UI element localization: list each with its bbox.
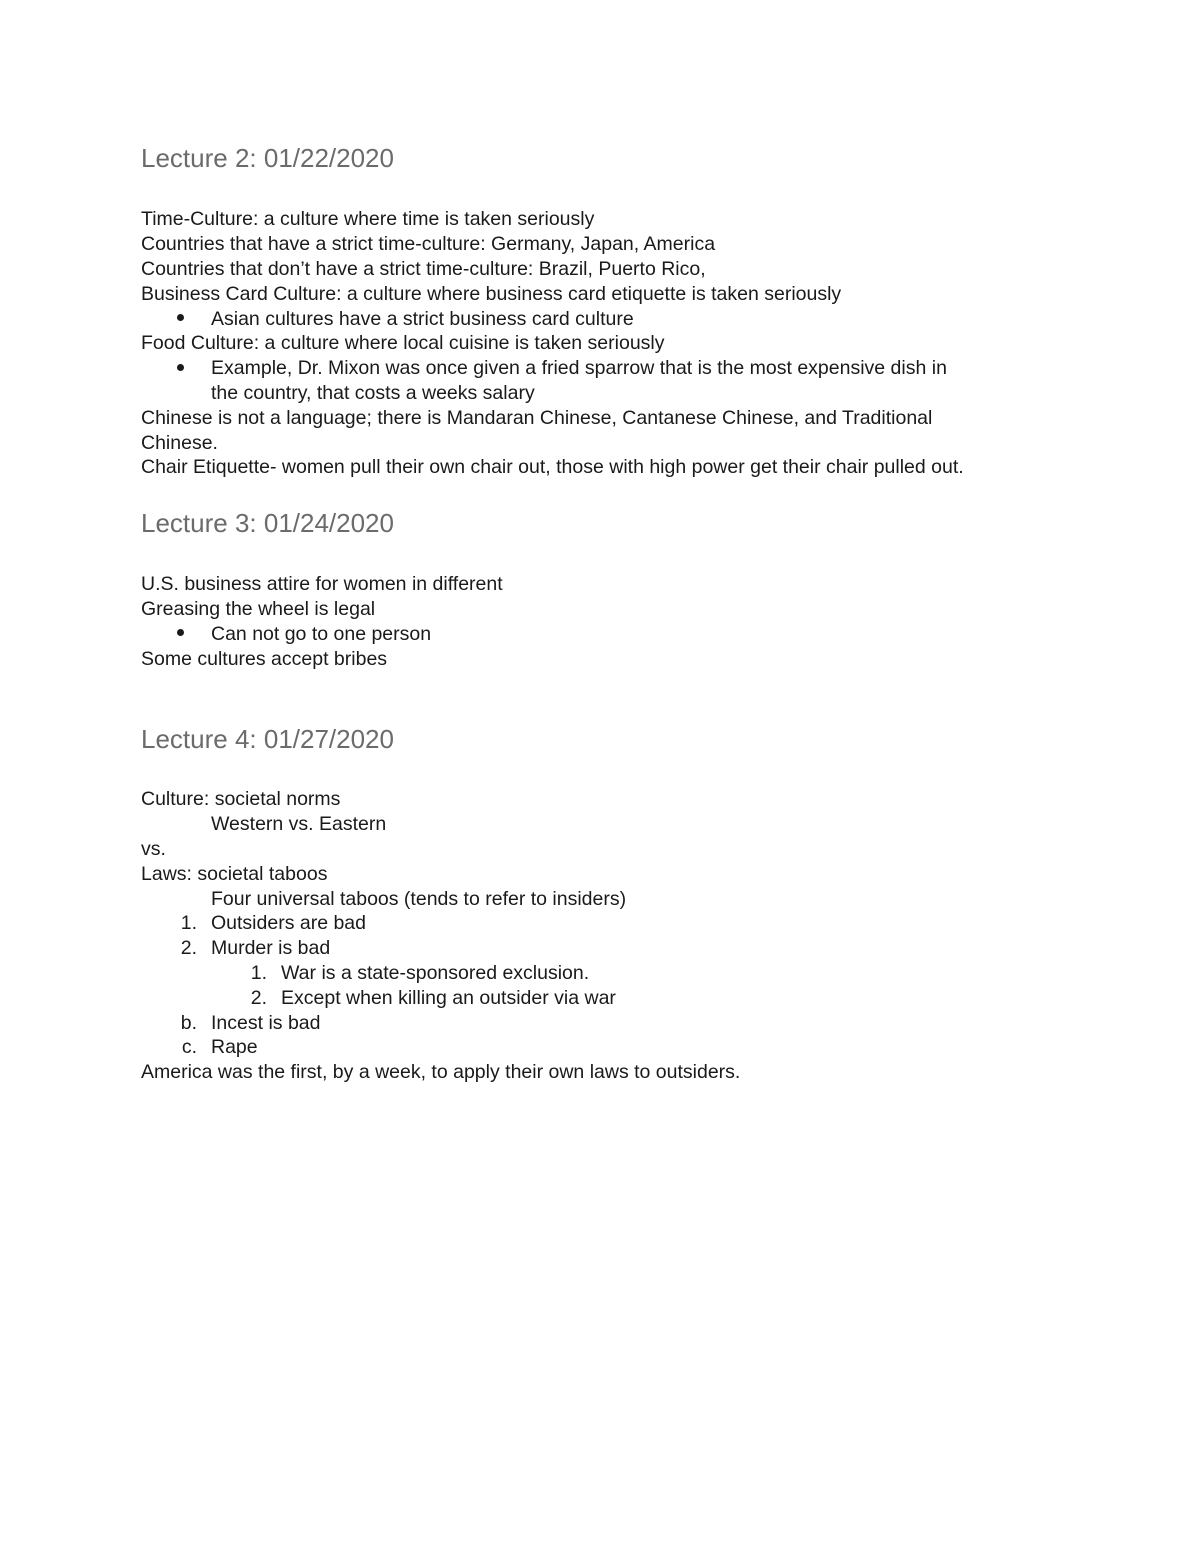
numbered-item: Murder is bad: [211, 937, 331, 959]
text-line: Culture: societal norms: [141, 788, 341, 810]
text-line: Chinese.: [141, 432, 218, 454]
bullet-icon: [177, 629, 184, 636]
indented-line: Four universal taboos (tends to refer to insiders): [211, 888, 627, 910]
text-line: America was the first, by a week, to apply their own laws to outsiders.: [141, 1061, 741, 1083]
numbered-item: Outsiders are bad: [211, 912, 367, 934]
bullet-item: Example, Dr. Mixon was once given a fried sparrow that is the most expensive dish in: [211, 357, 947, 379]
text-line: Chinese is not a language; there is Mandaran Chinese, Cantanese Chinese, and Traditional: [141, 407, 933, 429]
text-line: Food Culture: a culture where local cuisine is taken seriously: [141, 332, 665, 354]
text-line: Laws: societal taboos: [141, 863, 328, 885]
text-line: Countries that don’t have a strict time-culture: Brazil, Puerto Rico,: [141, 258, 706, 280]
bullet-item-continuation: the country, that costs a weeks salary: [211, 382, 535, 404]
lettered-item: Rape: [211, 1036, 258, 1058]
text-line: U.S. business attire for women in different: [141, 573, 503, 595]
text-line: vs.: [141, 838, 166, 860]
bullet-icon: [177, 364, 184, 371]
indented-line: Western vs. Eastern: [211, 813, 387, 835]
list-marker: 2.: [250, 987, 267, 1009]
bullet-item: Can not go to one person: [211, 623, 432, 645]
text-line: Greasing the wheel is legal: [141, 598, 376, 620]
bullet-item: Asian cultures have a strict business card culture: [211, 308, 634, 330]
lettered-item: Incest is bad: [211, 1012, 321, 1034]
text-line: Time-Culture: a culture where time is taken seriously: [141, 208, 595, 230]
text-line: Chair Etiquette- women pull their own chair out, those with high power get their chair pulled out.: [141, 456, 964, 478]
text-line: Business Card Culture: a culture where business card etiquette is taken seriously: [141, 283, 842, 305]
list-marker: b.: [180, 1012, 197, 1034]
text-line: Countries that have a strict time-culture: Germany, Japan, America: [141, 233, 716, 255]
bullet-icon: [177, 314, 184, 321]
list-marker: c.: [181, 1036, 197, 1058]
list-marker: 1.: [250, 962, 267, 984]
lecture-3-heading: Lecture 3: 01/24/2020: [141, 508, 394, 538]
text-line: Some cultures accept bribes: [141, 648, 388, 670]
list-marker: 2.: [180, 937, 197, 959]
lecture-4-heading: Lecture 4: 01/27/2020: [141, 724, 394, 754]
list-marker: 1.: [180, 912, 197, 934]
lecture-2-heading: Lecture 2: 01/22/2020: [141, 143, 394, 173]
numbered-subitem: War is a state-sponsored exclusion.: [281, 962, 590, 984]
numbered-subitem: Except when killing an outsider via war: [281, 987, 616, 1009]
